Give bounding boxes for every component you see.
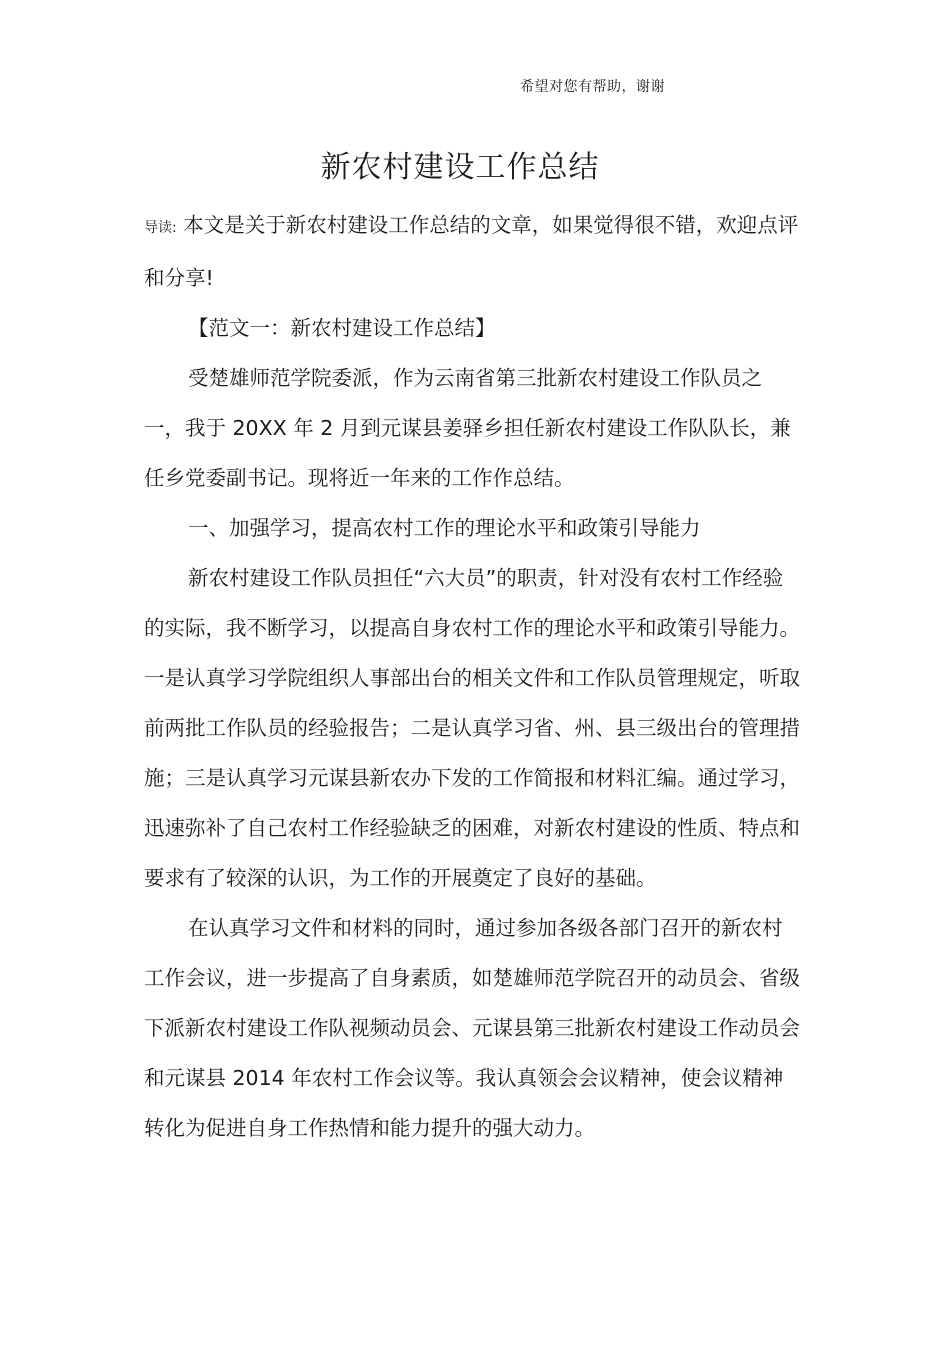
body-paragraph: 新农村建设工作队员担任“六大员”的职责，针对没有农村工作经验的实际，我不断学习，以提高自身农村工作的理论水平和政策引导能力。一是认真学习学院组织人事部出台的相关文件和工作队员管理规定，听取前两批工作队员的经验报告；二是认真学习省、州、县三级出台的管理措施；三是认真学习元谋县新农办下发的工作简报和材料汇编。通过学习，迅速弥补了自己农村工作经验缺乏的困难，对新农村建设的性质、特点和要求有了较深的认识，为工作的开展奠定了良好的基础。 <box>144 566 800 890</box>
section-heading-study: 一、加强学习，提高农村工作的理论水平和政策引导能力 <box>188 516 701 540</box>
section-heading-sample-one: 【范文一：新农村建设工作总结】 <box>188 316 496 340</box>
body-paragraph: 在认真学习文件和材料的同时，通过参加各级各部门召开的新农村工作会议，进一步提高了自身素质，如楚雄师范学院召开的动员会、省级下派新农村建设工作队视频动员会、元谋县第三批新农村建设工作动员会和元谋县 2014 年农村工作会议等。我认真领会会议精神，使会议精神转化为促进自身工作热情和能力提升的强大动力。 <box>144 916 800 1140</box>
document-body <box>144 200 800 1153</box>
intro-label: 导读: <box>144 220 177 236</box>
body-paragraph: 受楚雄师范学院委派，作为云南省第三批新农村建设工作队员之一，我于 20XX 年 2 月到元谋县姜驿乡担任新农村建设工作队队长，兼任乡党委副书记。现将近一年来的工作作总结。 <box>144 366 791 490</box>
intro-paragraph <box>144 200 800 303</box>
intro-text: 本文是关于新农村建设工作总结的文章，如果觉得很不错，欢迎点评和分享! <box>144 213 799 290</box>
header-note: 希望对您有帮助，谢谢 <box>520 79 665 95</box>
document-title: 新农村建设工作总结 <box>320 150 600 185</box>
